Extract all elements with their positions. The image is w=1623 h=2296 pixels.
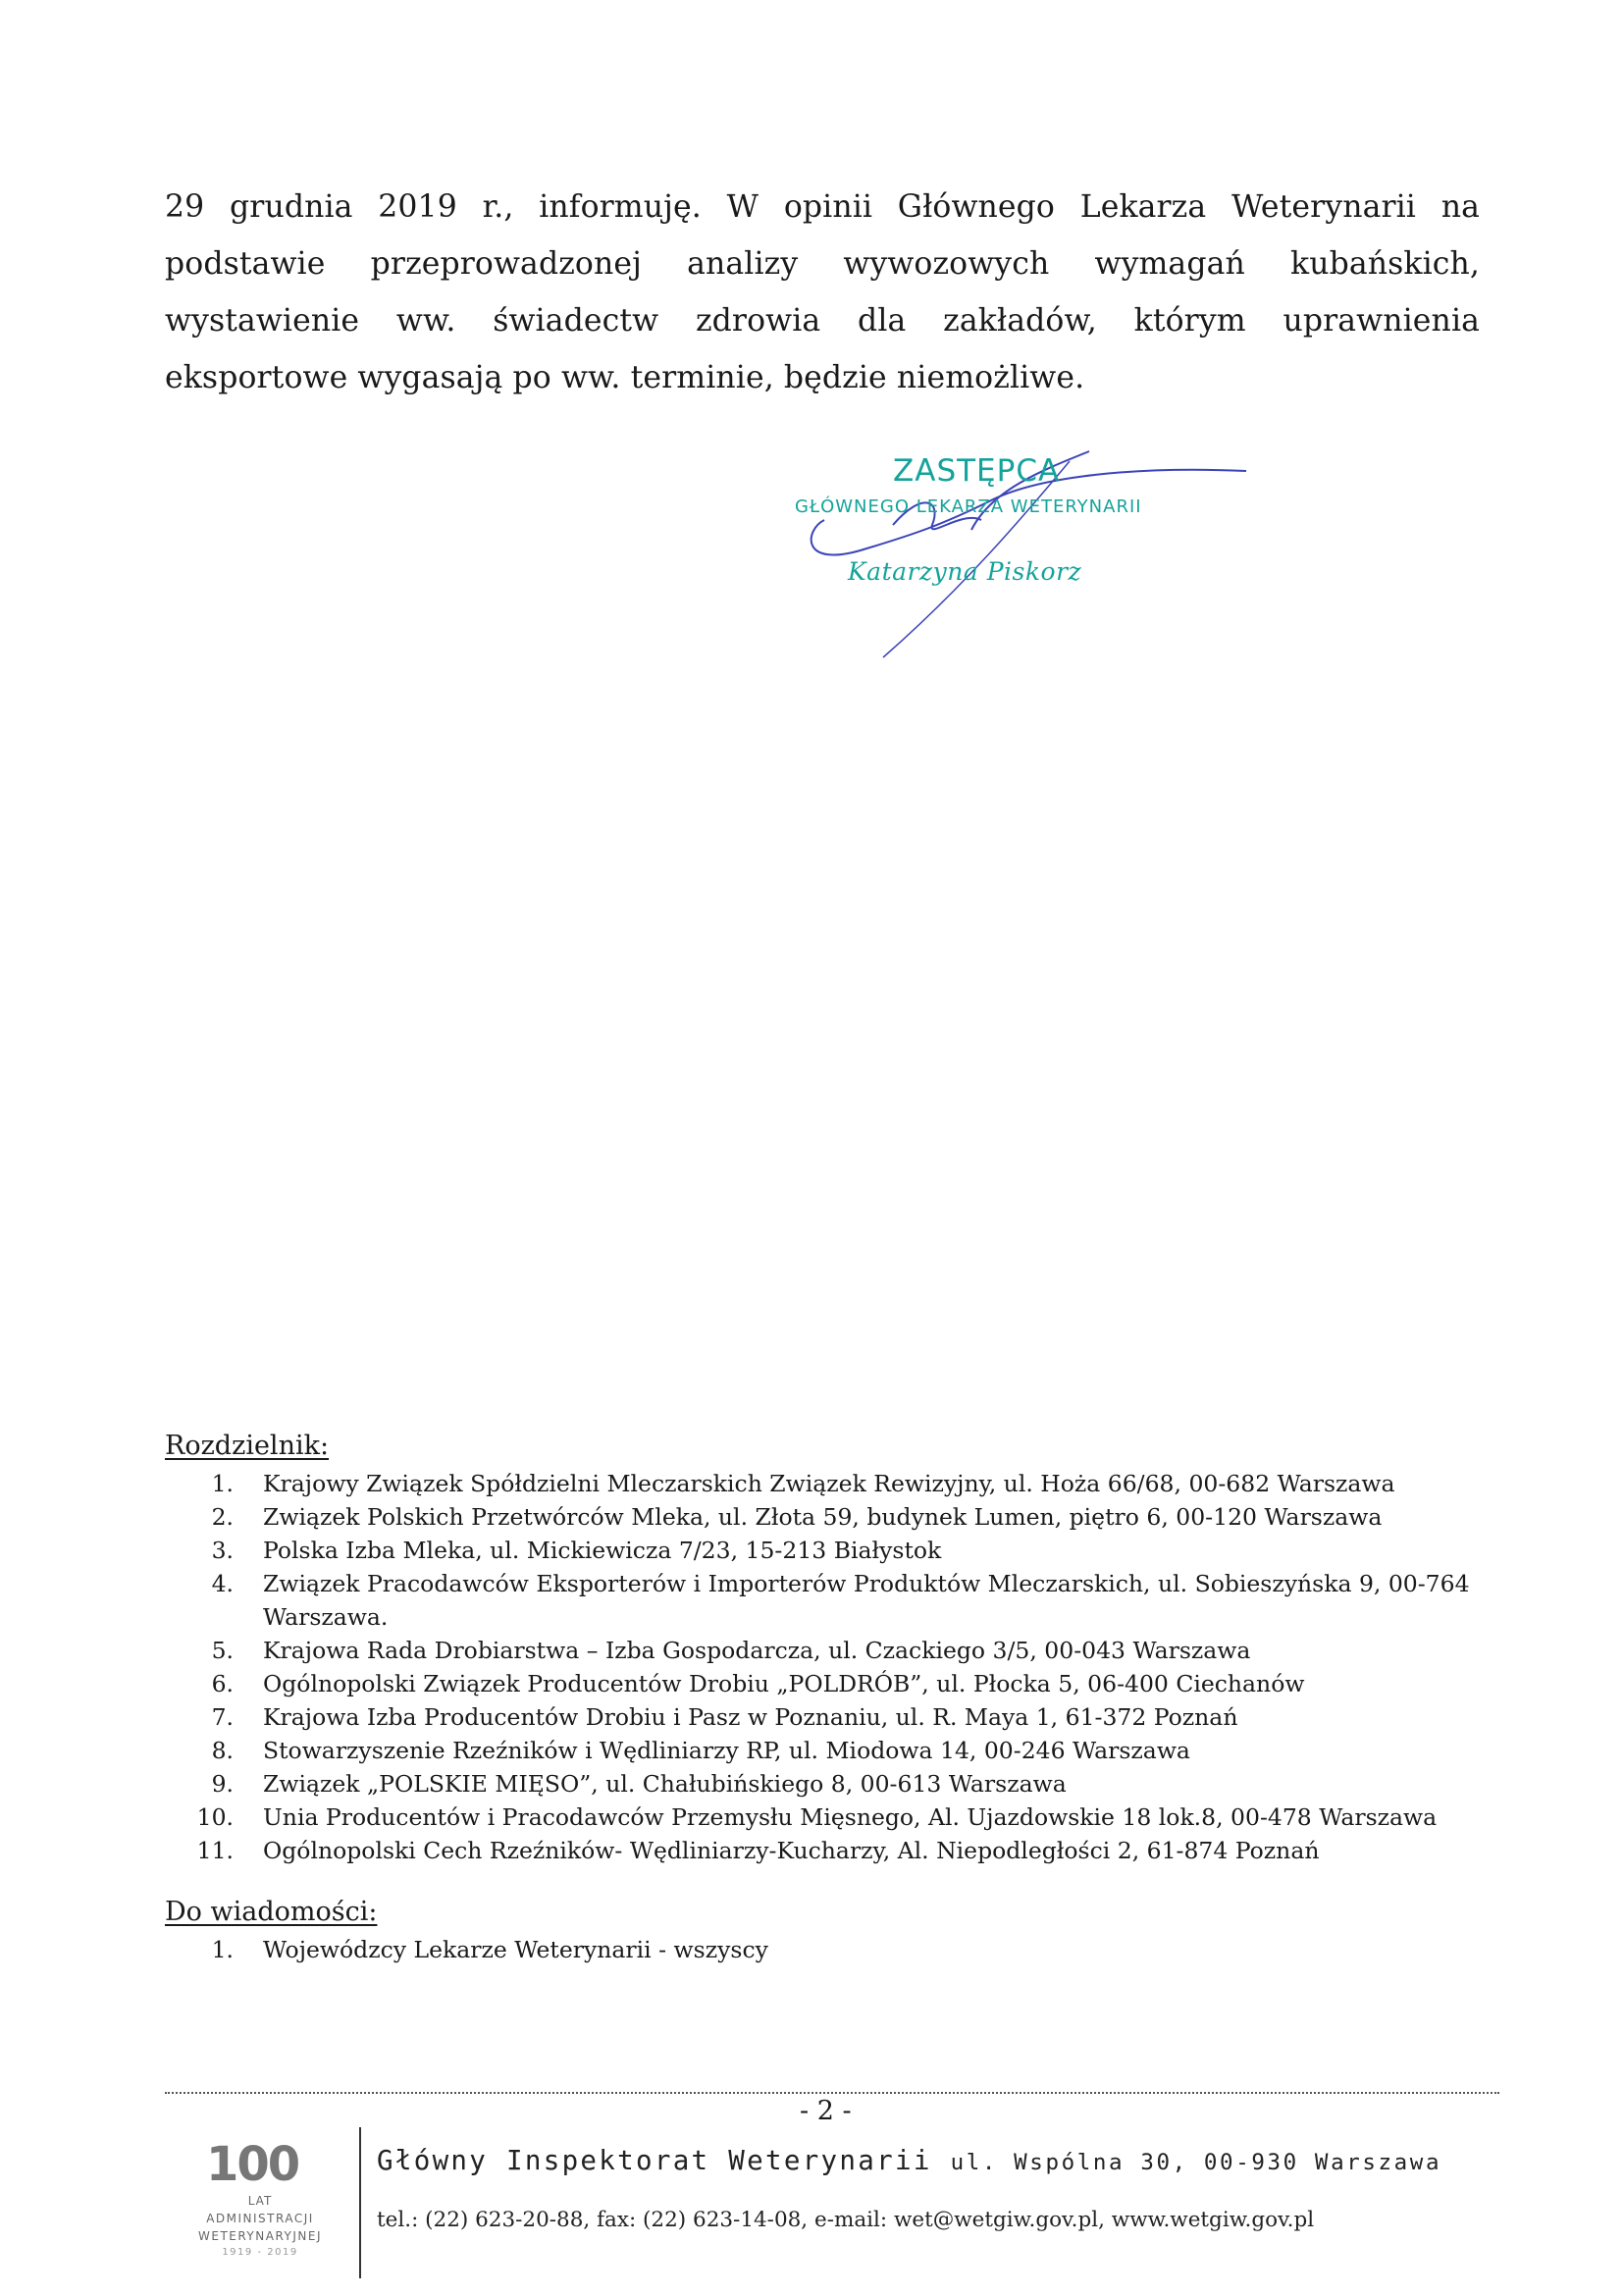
list-item-text: Krajowy Związek Spółdzielni Mleczarskich Związek Rewizyjny, ul. Hoża 66/68, 00-682 Warszawa — [263, 1470, 1395, 1497]
logo-digits: 100 — [206, 2137, 299, 2192]
list-item — [165, 1634, 1499, 1667]
list-item-text: Wojewódzcy Lekarze Weterynarii - wszyscy — [263, 1936, 768, 1963]
stamp-subtitle: GŁÓWNEGO LEKARZA WETERYNARII — [795, 496, 1142, 517]
list-item-number: 2. — [211, 1503, 234, 1531]
list-item-number: 4. — [211, 1570, 234, 1597]
list-item — [165, 1467, 1499, 1500]
list-item — [165, 1534, 1499, 1567]
info-heading: Do wiadomości: — [165, 1897, 378, 1927]
list-item — [165, 1667, 1499, 1700]
list-item-number: 1. — [211, 1936, 234, 1963]
list-item-text: Unia Producentów i Pracodawców Przemysłu Mięsnego, Al. Ujazdowskie 18 lok.8, 00-478 Warszawa — [263, 1803, 1438, 1831]
list-item-number: 3. — [211, 1537, 234, 1564]
list-item-number: 8. — [211, 1737, 234, 1764]
list-item-number: 1. — [211, 1470, 234, 1497]
list-item-number: 10. — [196, 1803, 234, 1831]
distribution-heading: Rozdzielnik: — [165, 1431, 330, 1461]
anniversary-logo — [177, 2137, 353, 2284]
list-item-text: Ogólnopolski Cech Rzeźników- Wędliniarzy-Kucharzy, Al. Niepodległości 2, 61-874 Poznań — [263, 1837, 1320, 1864]
list-item-text: Krajowa Rada Drobiarstwa – Izba Gospodarcza, ul. Czackiego 3/5, 00-043 Warszawa — [263, 1637, 1251, 1664]
list-item — [165, 1933, 1499, 1966]
list-item-number: 5. — [211, 1637, 234, 1664]
distribution-list — [165, 1467, 1499, 1867]
signature-stamp — [746, 432, 1276, 687]
list-item-number: 6. — [211, 1670, 234, 1697]
list-item-text: Polska Izba Mleka, ul. Mickiewicza 7/23, 15-213 Białystok — [263, 1537, 942, 1564]
footer-contact: tel.: (22) 623-20-88, fax: (22) 623-14-08, e-mail: wet@wetgiw.gov.pl, www.wetgiw.gov.pl — [377, 2208, 1315, 2232]
logo-line1: ADMINISTRACJI — [206, 2212, 314, 2225]
list-item-text: Krajowa Izba Producentów Drobiu i Pasz w Poznaniu, ul. R. Maya 1, 61-372 Poznań — [263, 1703, 1238, 1731]
stamp-name: Katarzyna Piskorz — [848, 557, 1082, 586]
logo-years: 1919 - 2019 — [222, 2247, 298, 2258]
list-item — [165, 1734, 1499, 1767]
body-paragraph: 29 grudnia 2019 r., informuję. W opinii Głównego Lekarza Weterynarii na podstawie przeprowadzonej analizy wywozowych wymagań kubańskich, wystawienie ww. świadectw zdrowia dla zakładów, którym uprawnienia eksportowe wygasają po ww. terminie, będzie niemożliwe. — [165, 188, 1480, 395]
footer-divider-line — [165, 2092, 1499, 2094]
info-list — [165, 1933, 1499, 1966]
logo-line2: WETERYNARYJNEJ — [198, 2229, 322, 2243]
list-item-number: 9. — [211, 1770, 234, 1798]
page-number: - 2 - — [800, 2096, 852, 2126]
stamp-title: ZASTĘPCA — [893, 453, 1061, 489]
list-item-text: Związek Polskich Przetwórców Mleka, ul. Złota 59, budynek Lumen, piętro 6, 00-120 Warszawa — [263, 1503, 1383, 1531]
list-item — [165, 1800, 1499, 1834]
list-item — [165, 1700, 1499, 1734]
footer-org-name: Główny Inspektorat Weterynarii — [377, 2145, 932, 2176]
list-item — [165, 1767, 1499, 1800]
footer-organization — [377, 2145, 1441, 2176]
list-item-text: Stowarzyszenie Rzeźników i Wędliniarzy RP, ul. Miodowa 14, 00-246 Warszawa — [263, 1737, 1190, 1764]
logo-lat: LAT — [247, 2194, 273, 2208]
list-item-number: 11. — [196, 1837, 234, 1864]
footer-address: ul. Wspólna 30, 00-930 Warszawa — [950, 2150, 1442, 2175]
list-item-text: Związek „POLSKIE MIĘSO”, ul. Chałubińskiego 8, 00-613 Warszawa — [263, 1770, 1067, 1798]
list-item-number: 7. — [211, 1703, 234, 1731]
list-item — [165, 1567, 1499, 1634]
footer-vertical-divider — [359, 2127, 361, 2278]
list-item — [165, 1834, 1499, 1867]
list-item-text: Związek Pracodawców Eksporterów i Importerów Produktów Mleczarskich, ul. Sobieszyńska 9, 00-764 Warszawa. — [263, 1570, 1470, 1631]
list-item-text: Ogólnopolski Związek Producentów Drobiu „POLDRÓB”, ul. Płocka 5, 06-400 Ciechanów — [263, 1670, 1305, 1697]
list-item — [165, 1500, 1499, 1534]
